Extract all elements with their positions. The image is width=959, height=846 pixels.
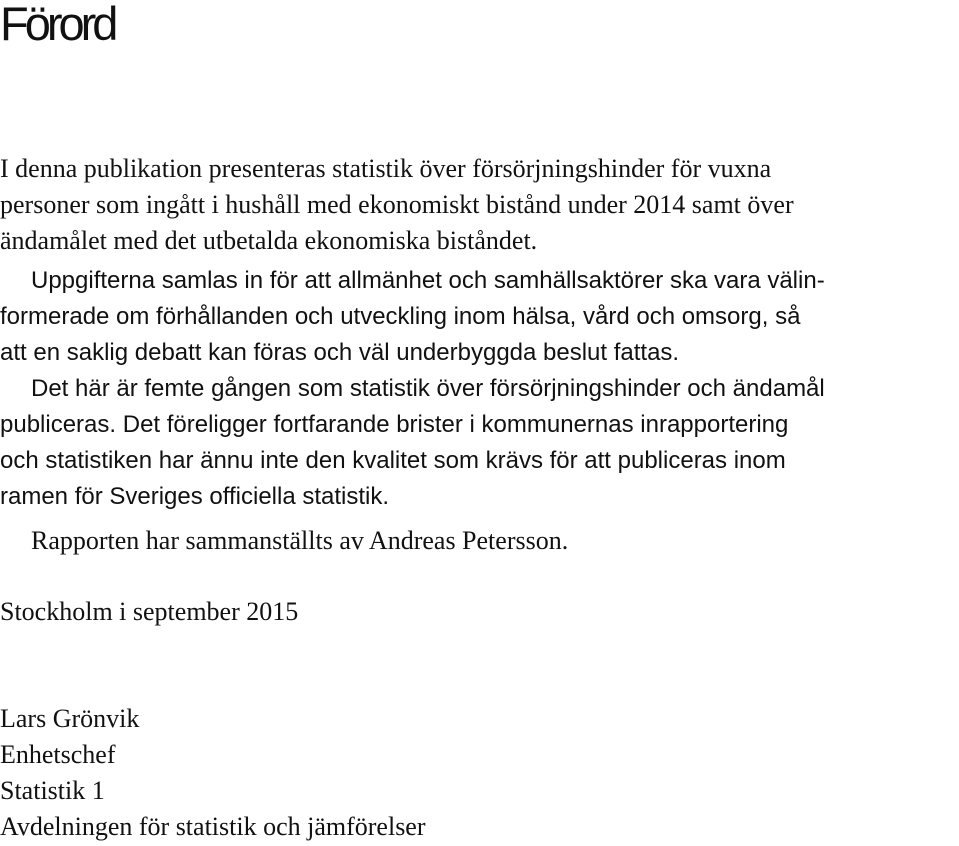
signatory-department: Avdelningen för statistik och jämförelser <box>0 812 426 841</box>
author-line: Rapporten har sammanställts av Andreas Petersson. <box>31 526 569 555</box>
author-paragraph <box>0 523 568 559</box>
quality-line: och statistiken har ännu inte den kvalitet som krävs för att publiceras inom <box>0 447 786 474</box>
purpose-line: att en saklig debatt kan föras och väl underbyggda beslut fattas. <box>0 339 680 366</box>
quality-line: ramen för Sveriges officiella statistik. <box>0 483 390 510</box>
signatory-name: Lars Grönvik <box>0 704 140 733</box>
purpose-line: Uppgifterna samlas in för att allmänhet och samhällsaktörer ska vara välin- <box>31 267 825 294</box>
purpose-line: formerade om förhållanden och utveckling inom hälsa, vård och omsorg, så <box>0 303 801 330</box>
intro-line: ändamålet med det utbetalda ekonomiska biståndet. <box>0 226 538 255</box>
intro-line: I denna publikation presenteras statistik över försörjningshinder för vuxna <box>0 154 772 183</box>
page-title: Förord <box>0 0 115 50</box>
signatory-role: Enhetschef <box>0 740 116 769</box>
quality-line: Det här är femte gången som statistik över försörjningshinder och ändamål <box>31 375 825 402</box>
signature-block <box>0 701 426 845</box>
place-date: Stockholm i september 2015 <box>0 597 299 626</box>
intro-line: personer som ingått i hushåll med ekonomiskt bistånd under 2014 samt över <box>0 190 794 219</box>
body-paragraphs <box>0 263 959 515</box>
intro-paragraph <box>0 151 794 259</box>
signatory-unit: Statistik 1 <box>0 776 105 805</box>
quality-line: publiceras. Det föreligger fortfarande brister i kommunernas inrapportering <box>0 411 789 438</box>
